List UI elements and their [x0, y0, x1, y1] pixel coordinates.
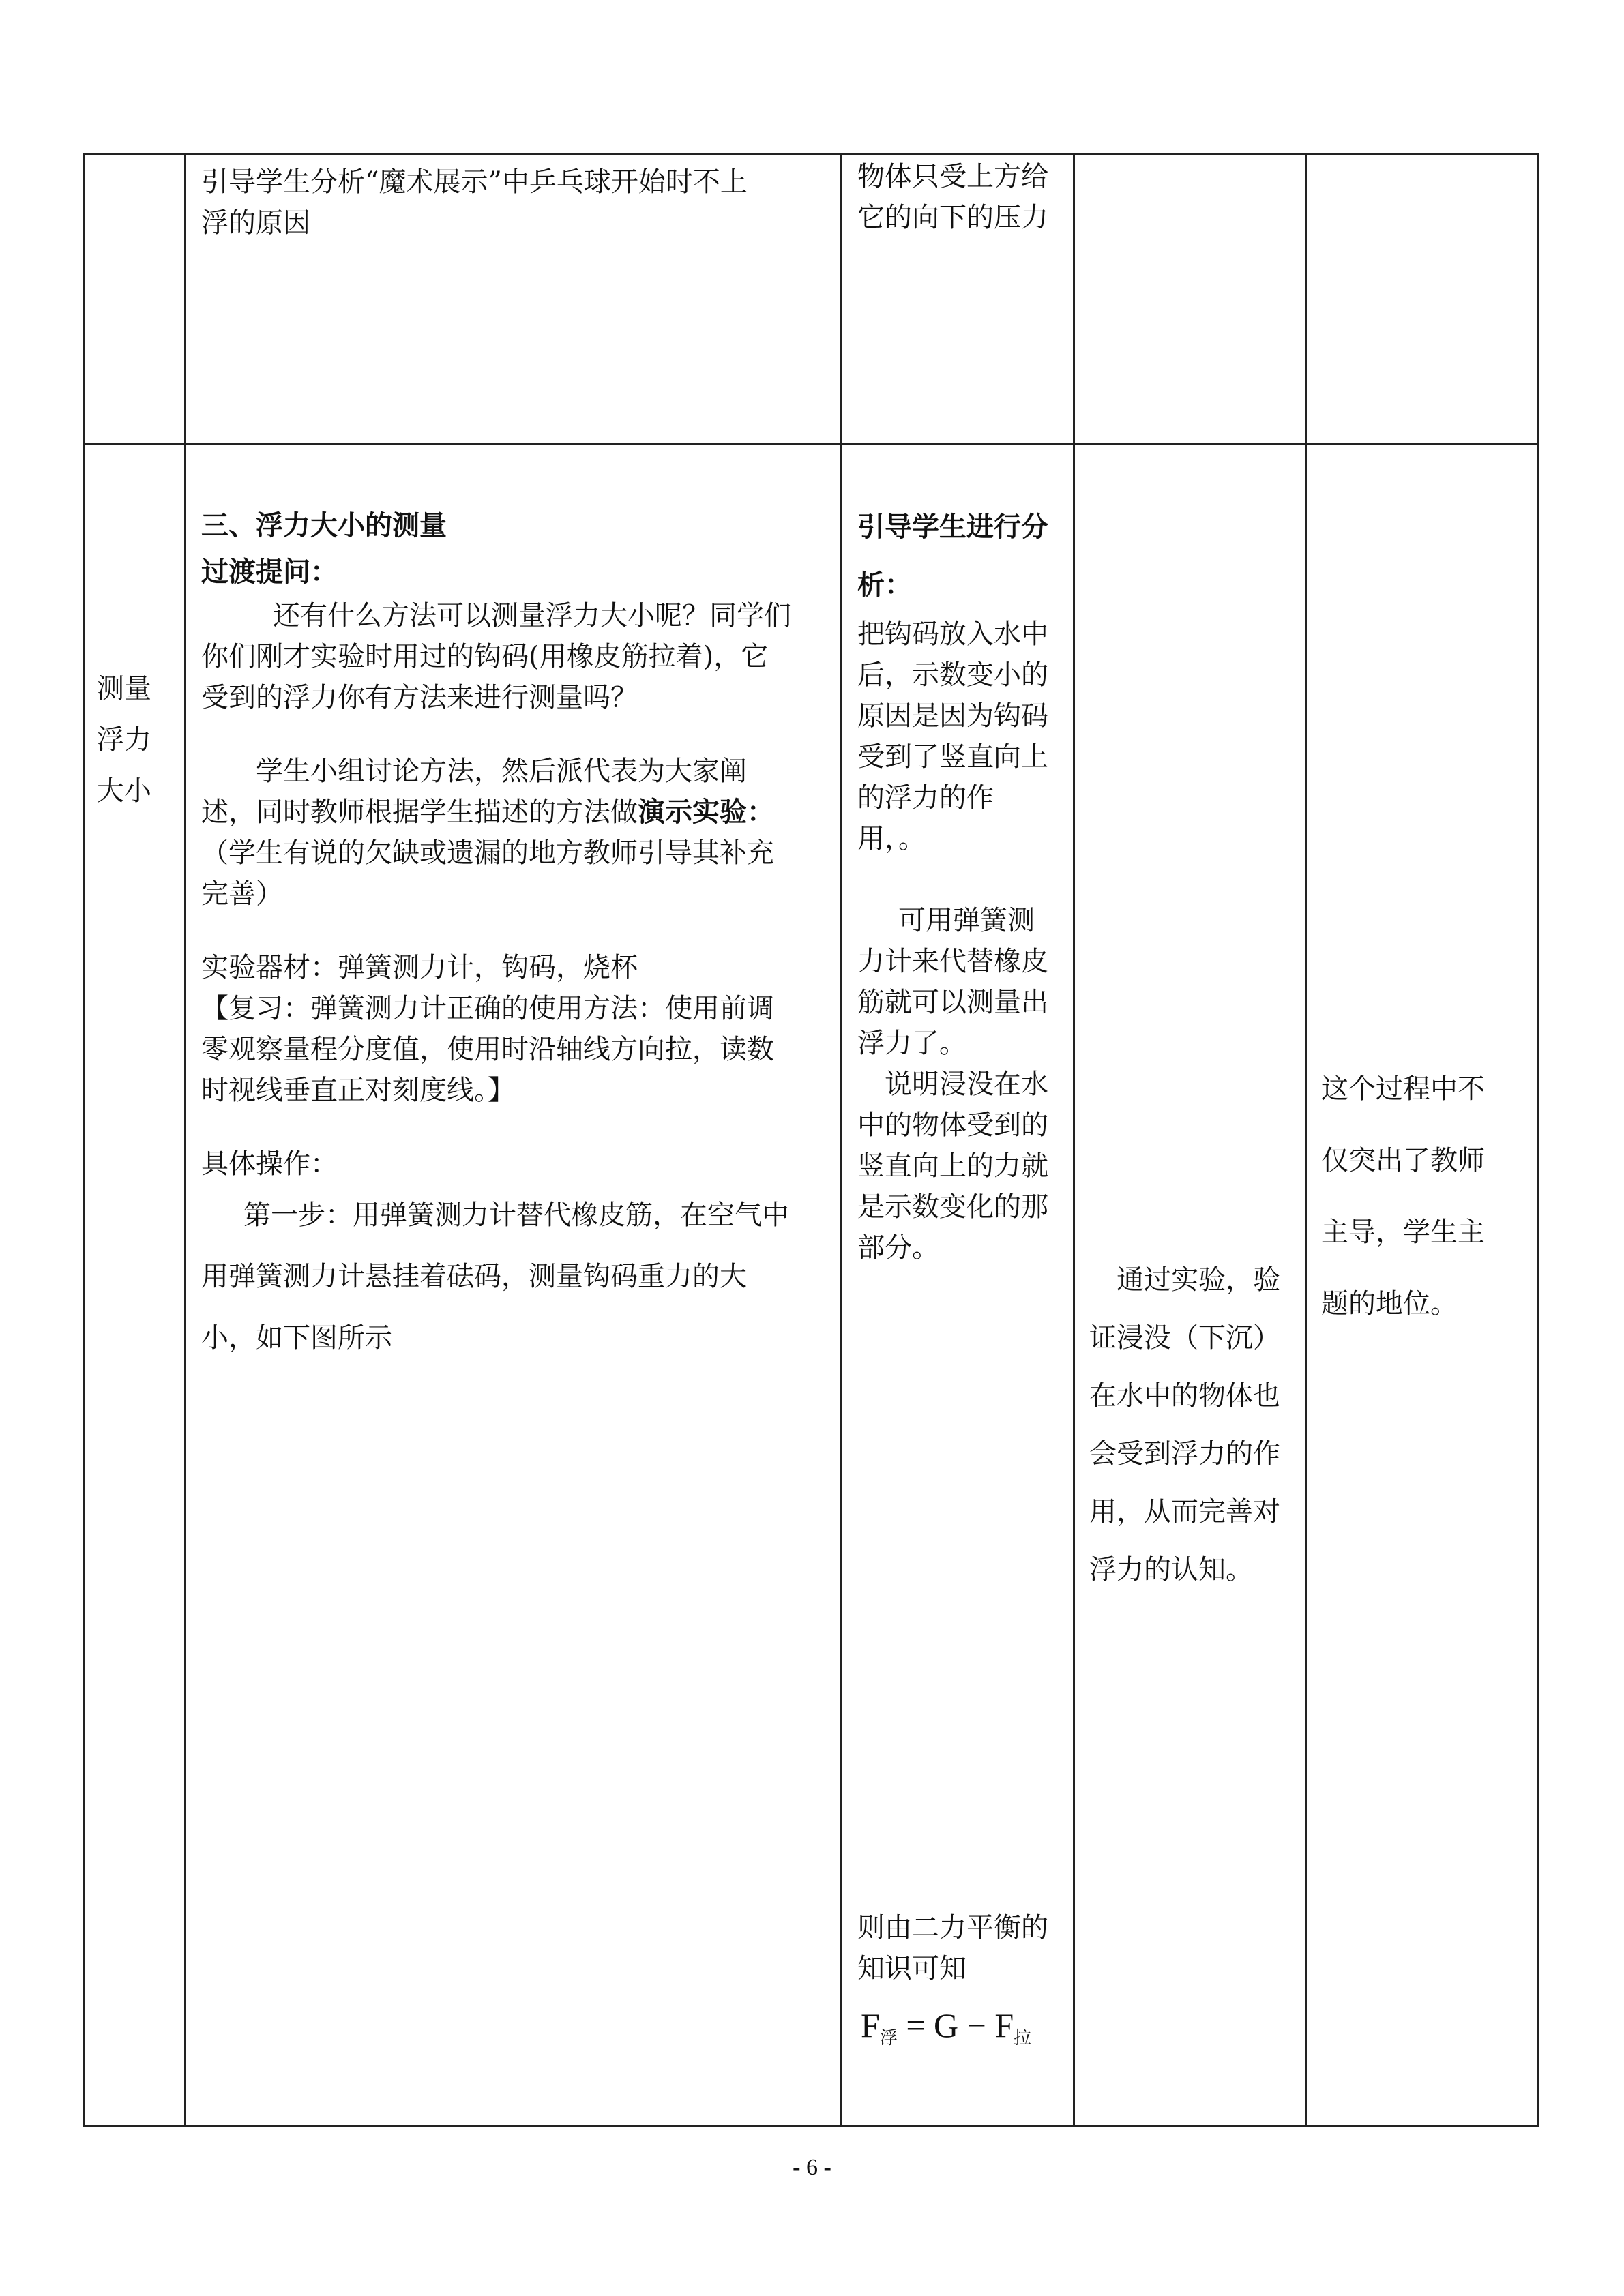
section-heading: 三、浮力大小的测量: [201, 509, 447, 541]
text-line: 时视线垂直正对刻度线。】: [201, 1075, 515, 1106]
equilibrium-note: [857, 1907, 1070, 1989]
text-line: 知识可知: [857, 1953, 966, 1984]
text-line: 题的地位。: [1321, 1288, 1458, 1320]
text-line: 还有什么方法可以测量浮力大小呢？同学们: [273, 600, 791, 631]
text-line: 证浸没（下沉）: [1089, 1322, 1280, 1354]
reflection-cell: [1321, 1054, 1534, 1340]
text-line: 受到了竖直向上: [857, 741, 1048, 773]
text-line: 小，如下图所示: [201, 1322, 392, 1354]
text-line: 会受到浮力的作: [1089, 1438, 1280, 1470]
text-line: 主导，学生主: [1321, 1217, 1485, 1248]
text-line: 竖直向上的力就: [857, 1150, 1048, 1182]
column-divider-4: [1305, 153, 1307, 2127]
table-border-left: [83, 153, 85, 2127]
subscript-pull: 拉: [1014, 2028, 1032, 2048]
stage-label-cell: [97, 664, 179, 817]
text-line: 浮的原因: [201, 207, 310, 239]
text-line: 是示数变化的那: [857, 1191, 1048, 1223]
text-line: 用弹簧测力计悬挂着砝码，测量钩码重力的大: [201, 1261, 747, 1292]
column-divider-3: [1073, 153, 1075, 2127]
text-line: 部分。: [857, 1232, 939, 1264]
text-line: （学生有说的欠缺或遗漏的地方教师引导其补充: [201, 837, 774, 869]
row1-guidance-cell: [857, 156, 1069, 238]
text-line: 完善）: [201, 878, 283, 910]
guidance-heading: 析：: [857, 569, 912, 601]
text-line: 测量: [97, 673, 151, 704]
text-line: 零观察量程分度值，使用时沿轴线方向拉，读数: [201, 1034, 774, 1065]
text-line: 浮力了。: [857, 1028, 966, 1059]
text-line: 把钩码放入水中: [857, 618, 1048, 650]
text-line: 说明浸没在水: [885, 1069, 1048, 1100]
text-line: 物体只受上方给: [857, 161, 1048, 192]
guidance-heading: 引导学生进行分: [857, 511, 1048, 543]
operation-label: 具体操作：: [201, 1148, 338, 1180]
transition-label: 过渡提问：: [201, 556, 338, 588]
column-divider-2: [840, 153, 842, 2127]
table-border-top: [83, 153, 1539, 155]
text-line: 大小: [97, 775, 151, 807]
column-divider-1: [184, 153, 186, 2127]
table-border-right: [1537, 153, 1539, 2127]
text-line: 你们刚才实验时用过的钩码(用橡皮筋拉着)，它: [201, 641, 769, 672]
text-line: 原因是因为钩码: [857, 700, 1048, 732]
text-line: 中的物体受到的: [857, 1109, 1048, 1141]
demo-experiment-emphasis: 演示实验：: [638, 796, 774, 828]
text-line: 则由二力平衡的: [857, 1912, 1048, 1943]
text-line: 第一步：用弹簧测力计替代橡皮筋，在空气中: [243, 1199, 789, 1231]
design-intent-cell: [1089, 1251, 1302, 1599]
text-line: 这个过程中不: [1321, 1073, 1485, 1105]
row-divider: [83, 443, 1539, 445]
text-line: 用，从而完善对: [1089, 1496, 1280, 1527]
text-line: 用，。: [857, 823, 926, 854]
text-line: 引导学生分析“魔术展示”中乒乓球开始时不上: [201, 166, 748, 198]
text-line: 可用弹簧测: [898, 905, 1035, 936]
lesson-plan-table: [83, 153, 1539, 2127]
equipment-line: 实验器材：弹簧测力计，钩码，烧杯: [201, 952, 638, 983]
text-line: 筋就可以测量出: [857, 987, 1048, 1018]
table-border-bottom: [83, 2125, 1539, 2127]
subscript-float: 浮: [879, 2028, 898, 2048]
text-line: 在水中的物体也: [1089, 1380, 1280, 1412]
text-line: 它的向下的压力: [857, 202, 1048, 233]
buoyancy-formula: $F_浮 = G - F_拉$: [861, 2006, 1032, 2048]
text-line: 的浮力的作: [857, 782, 994, 814]
text-line: 浮力的认知。: [1089, 1554, 1253, 1585]
teacher-guidance-cell: [857, 498, 1070, 1268]
text-line: 【复习：弹簧测力计正确的使用方法：使用前调: [201, 993, 774, 1024]
text-line: 通过实验，验: [1117, 1264, 1280, 1296]
lesson-content-cell: [201, 503, 832, 1369]
text-line: 述，同时教师根据学生描述的方法做演示实验：: [201, 796, 774, 828]
text-line: 受到的浮力你有方法来进行测量吗？: [201, 682, 638, 713]
row1-content-cell: [201, 162, 829, 243]
page-number: - 6 -: [793, 2155, 831, 2180]
text-line: 仅突出了教师: [1321, 1145, 1485, 1176]
text-line: 力计来代替橡皮: [857, 946, 1048, 977]
text-line: 浮力: [97, 724, 151, 756]
text-line: 后，示数变小的: [857, 659, 1048, 691]
text-line: 学生小组讨论方法，然后派代表为大家阐: [256, 756, 747, 787]
